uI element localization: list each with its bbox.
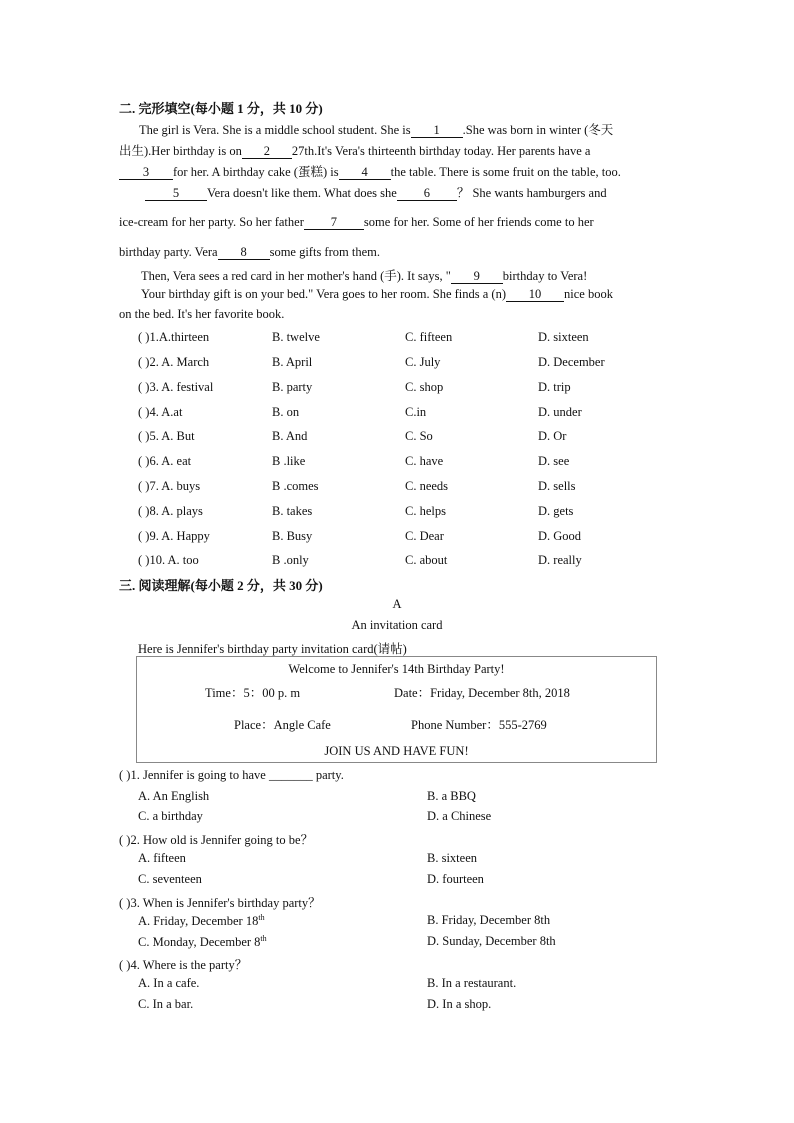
option-d: D. fourteen bbox=[427, 872, 484, 886]
option-b: B .only bbox=[272, 553, 309, 567]
passage-text: 出生).Her birthday is on bbox=[119, 144, 242, 158]
question-number: ( )3. A. festival bbox=[138, 380, 214, 394]
option-d: D. see bbox=[538, 454, 570, 468]
blank-7: 7 bbox=[304, 216, 364, 230]
passage-intro: Here is Jennifer's birthday party invitation card(请帖) bbox=[138, 642, 407, 656]
passage-line bbox=[119, 245, 380, 260]
passage-text: Vera doesn't like them. What does she bbox=[207, 186, 397, 200]
option-b: B .comes bbox=[272, 479, 319, 493]
option-d: D. Or bbox=[538, 429, 567, 443]
passage-text: some gifts from them. bbox=[269, 245, 380, 259]
option-d: D. Good bbox=[538, 529, 582, 543]
option-d: D. Sunday, December 8th bbox=[427, 934, 556, 948]
passage-text: The girl is Vera. She is a middle school student. She is bbox=[139, 123, 411, 137]
option-c: C. a birthday bbox=[138, 809, 203, 823]
question-number: ( )4. A.at bbox=[138, 405, 183, 419]
option-d: D. December bbox=[538, 355, 605, 369]
question-number: ( )2. A. March bbox=[138, 355, 210, 369]
card-welcome: Welcome to Jennifer's 14th Birthday Party! bbox=[288, 662, 505, 676]
question-number: ( )1.A.thirteen bbox=[138, 330, 210, 344]
option-c: C. about bbox=[405, 553, 448, 567]
passage-text: 27th.It's Vera's thirteenth birthday today. Her parents have a bbox=[291, 144, 591, 158]
option-b: B. takes bbox=[272, 504, 313, 518]
option-c: C. have bbox=[405, 454, 444, 468]
card-time: Time：5：00 p. m bbox=[205, 686, 301, 700]
passage-text: ？ She wants hamburgers and bbox=[456, 186, 607, 200]
option-b: B. And bbox=[272, 429, 308, 443]
question-number: ( )7. A. buys bbox=[138, 479, 201, 493]
question-number: ( )8. A. plays bbox=[138, 504, 203, 518]
option-c: C. shop bbox=[405, 380, 444, 394]
blank-10: 10 bbox=[506, 288, 564, 302]
passage-line bbox=[119, 215, 594, 230]
question-number: ( )9. A. Happy bbox=[138, 529, 210, 543]
passage-text: birthday party. Vera bbox=[119, 245, 218, 259]
option-d: D. sixteen bbox=[538, 330, 589, 344]
passage-text: the table. There is some fruit on the table, too. bbox=[390, 165, 621, 179]
option-d: D. really bbox=[538, 553, 582, 567]
option-c: C. In a bar. bbox=[138, 997, 194, 1011]
passage-text: ice-cream for her party. So her father bbox=[119, 215, 304, 229]
option-d: D. gets bbox=[538, 504, 574, 518]
card-join: JOIN US AND HAVE FUN! bbox=[324, 744, 469, 758]
blank-8: 8 bbox=[218, 246, 270, 260]
card-place: Place：Angle Cafe bbox=[234, 718, 331, 732]
option-a bbox=[138, 913, 265, 929]
blank-6: 6 bbox=[397, 187, 457, 201]
option-c: C. seventeen bbox=[138, 872, 202, 886]
passage-line bbox=[141, 266, 587, 284]
reading-question-1: ( )1. Jennifer is going to have _______ party. bbox=[119, 768, 344, 782]
option-b: B. April bbox=[272, 355, 313, 369]
passage-text: some for her. Some of her friends come to her bbox=[363, 215, 594, 229]
option-a: A. fifteen bbox=[138, 851, 186, 865]
option-b: B. a BBQ bbox=[427, 789, 476, 803]
option-c: C. July bbox=[405, 355, 441, 369]
blank-9: 9 bbox=[451, 270, 503, 284]
passage-line bbox=[139, 120, 613, 138]
blank-2: 2 bbox=[242, 145, 292, 159]
passage-text: for her. A birthday cake (蛋糕) is bbox=[173, 165, 339, 179]
passage-text: birthday to Vera! bbox=[502, 269, 588, 283]
passage-title: An invitation card bbox=[351, 618, 443, 632]
option-c: C. helps bbox=[405, 504, 446, 518]
passage-line bbox=[141, 287, 613, 302]
passage-text: .She was born in winter (冬天 bbox=[462, 123, 614, 137]
option-b: B. Busy bbox=[272, 529, 313, 543]
option-a: A. An English bbox=[138, 789, 210, 803]
option-c: C. So bbox=[405, 429, 433, 443]
option-b: B. on bbox=[272, 405, 300, 419]
passage-line bbox=[119, 162, 621, 180]
passage-text: Then, Vera sees a red card in her mother's hand (手). It says, " bbox=[141, 269, 451, 283]
blank-1: 1 bbox=[411, 124, 463, 138]
passage-line: on the bed. It's her favorite book. bbox=[119, 307, 285, 321]
option-b: B. In a restaurant. bbox=[427, 976, 517, 990]
option-b: B. twelve bbox=[272, 330, 320, 344]
option-c: C. needs bbox=[405, 479, 449, 493]
option-b: B .like bbox=[272, 454, 306, 468]
passage-letter: A bbox=[392, 597, 402, 611]
section2-heading: 二. 完形填空(每小题 1 分，共 10 分) bbox=[119, 101, 323, 116]
option-c bbox=[138, 934, 267, 950]
option-c: C. fifteen bbox=[405, 330, 453, 344]
reading-question-4: ( )4. Where is the party？ bbox=[119, 958, 248, 972]
option-c: C.in bbox=[405, 405, 427, 419]
option-b: B. Friday, December 8th bbox=[427, 913, 551, 927]
question-number: ( )5. A. But bbox=[138, 429, 195, 443]
blank-5: 5 bbox=[145, 187, 207, 201]
option-d: D. sells bbox=[538, 479, 576, 493]
question-number: ( )10. A. too bbox=[138, 553, 199, 567]
option-c: C. Dear bbox=[405, 529, 444, 543]
passage-line bbox=[119, 141, 590, 159]
section3-heading: 三. 阅读理解(每小题 2 分，共 30 分) bbox=[119, 578, 323, 593]
option-d: D. In a shop. bbox=[427, 997, 492, 1011]
option-b: B. party bbox=[272, 380, 313, 394]
option-a: A. In a cafe. bbox=[138, 976, 200, 990]
option-b: B. sixteen bbox=[427, 851, 477, 865]
passage-line bbox=[145, 183, 607, 201]
ordinal-suffix: th bbox=[258, 913, 265, 922]
option-a-text: A. Friday, December 18 bbox=[138, 914, 259, 929]
ordinal-suffix: th bbox=[260, 934, 267, 943]
passage-text: nice book bbox=[564, 287, 613, 301]
passage-text: Your birthday gift is on your bed." Vera goes to her room. She finds a (n) bbox=[141, 287, 507, 301]
reading-question-2: ( )2. How old is Jennifer going to be？ bbox=[119, 833, 314, 847]
reading-question-3: ( )3. When is Jennifer's birthday party？ bbox=[119, 896, 321, 910]
blank-3: 3 bbox=[119, 166, 173, 180]
card-phone: Phone Number：555-2769 bbox=[411, 718, 547, 732]
card-date: Date：Friday, December 8th, 2018 bbox=[394, 686, 570, 700]
option-c-text: C. Monday, December 8 bbox=[138, 935, 261, 950]
option-d: D. a Chinese bbox=[427, 809, 492, 823]
option-d: D. trip bbox=[538, 380, 571, 394]
invitation-card bbox=[136, 656, 657, 763]
question-number: ( )6. A. eat bbox=[138, 454, 192, 468]
blank-4: 4 bbox=[339, 166, 391, 180]
option-d: D. under bbox=[538, 405, 582, 419]
